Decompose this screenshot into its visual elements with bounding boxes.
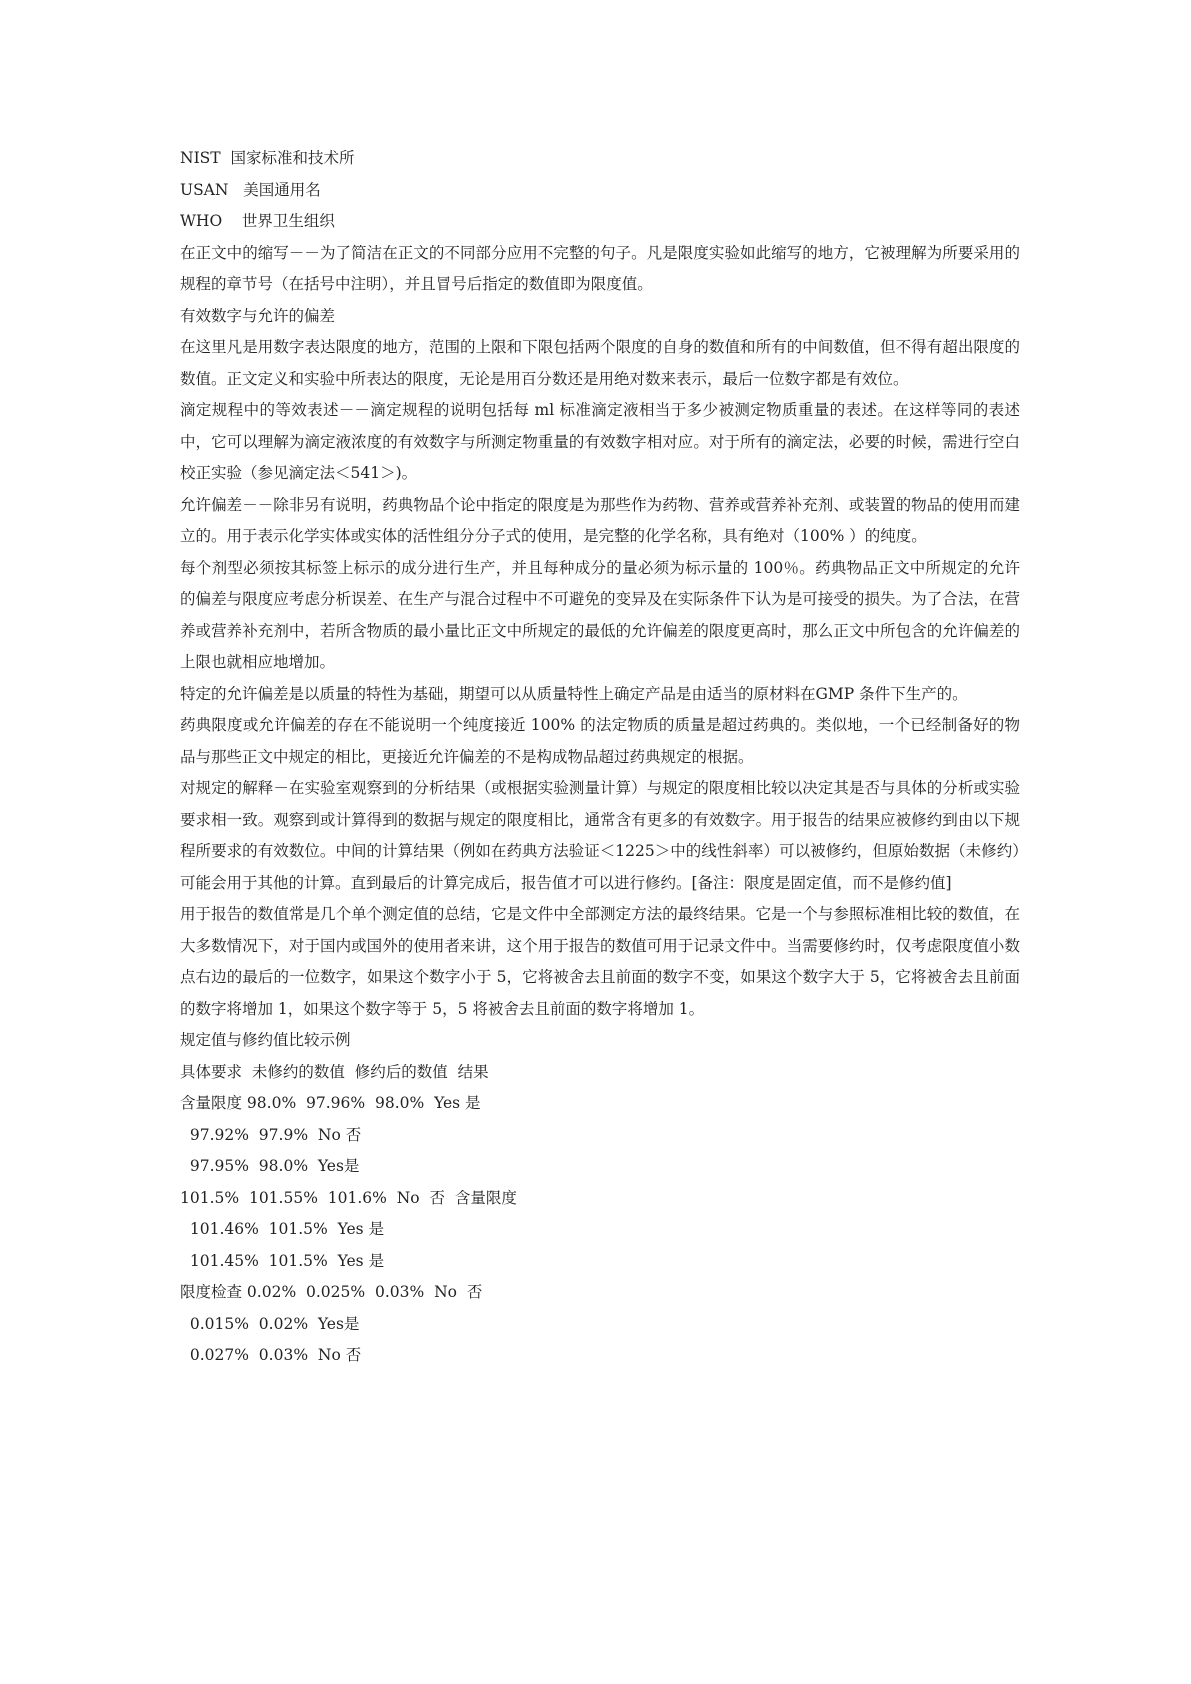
table-row: 101.45% 101.5% Yes 是 xyxy=(180,1251,385,1270)
table-row: 0.015% 0.02% Yes是 xyxy=(180,1314,360,1333)
paragraph-pharmacopeial-limits: 药典限度或允许偏差的存在不能说明一个纯度接近 100% 的法定物质的质量是超过药典的。类似地，一个已经制备好的物品与那些正文中规定的相比，更接近允许偏差的不是构成物品超过药典规定的根据。 xyxy=(180,716,1020,766)
document-page xyxy=(180,143,1020,1372)
table-header-row: 具体要求 未修约的数值 修约后的数值 结果 xyxy=(180,1062,489,1081)
abbreviation-line-usan: USAN 美国通用名 xyxy=(180,180,321,199)
paragraph-limits: 在这里凡是用数字表达限度的地方，范围的上限和下限包括两个限度的自身的数值和所有的中间数值，但不得有超出限度的数值。正文定义和实验中所表达的限度，无论是用百分数还是用绝对数来表示，最后一位数字都是有效位。 xyxy=(180,338,1020,388)
paragraph-specific-tolerances: 特定的允许偏差是以质量的特性为基础，期望可以从质量特性上确定产品是由适当的原材料在GMP 条件下生产的。 xyxy=(180,684,968,703)
table-row: 101.5% 101.55% 101.6% No 否 含量限度 xyxy=(180,1188,517,1207)
rounding-examples-table xyxy=(180,1057,1020,1372)
table-row: 101.46% 101.5% Yes 是 xyxy=(180,1220,385,1238)
paragraph-abbreviations: 在正文中的缩写－－为了简洁在正文的不同部分应用不完整的句子。凡是限度实验如此缩写的地方，它被理解为所要采用的规程的章节号（在括号中注明），并且冒号后指定的数值即为限度值。 xyxy=(180,243,1020,293)
paragraph-rounding-rules: 用于报告的数值常是几个单个测定值的总结，它是文件中全部测定方法的最终结果。它是一个与参照标准相比较的数值，在大多数情况下，对于国内或国外的使用者来讲，这个用于报告的数值可用于记录文件中。当需要修约时，仅考虑限度值小数点右边的最后的一位数字，如果这个数字小于 5，它将被舍去且前面的数字不变，如果这个数字大于 5，它将被舍去且前面的数字将增加 1，如果这个数字等于 5，5 将被舍去且前面的数字将增加 1。 xyxy=(180,905,1020,1018)
section-heading-rounding-examples: 规定值与修约值比较示例 xyxy=(180,1031,351,1049)
table-row: 含量限度 98.0% 97.96% 98.0% Yes 是 xyxy=(180,1094,481,1112)
paragraph-titration-equivalence: 滴定规程中的等效表述－－滴定规程的说明包括每 ml 标准滴定液相当于多少被测定物质重量的表述。在这样等同的表述中，它可以理解为滴定液浓度的有效数字与所测定物重量的有效数字相对应。对于所有的滴定法，必要的时候，需进行空白校正实验（参见滴定法＜541＞)。 xyxy=(180,401,1020,482)
table-row: 97.95% 98.0% Yes是 xyxy=(180,1157,360,1175)
table-row: 0.027% 0.03% No 否 xyxy=(180,1346,362,1364)
paragraph-dosage-forms: 每个剂型必须按其标签上标示的成分进行生产，并且每种成分的量必须为标示量的 100％。药典物品正文中所规定的允许的偏差与限度应考虑分析误差、在生产与混合过程中不可避免的变异及在实际条件下认为是可接受的损失。为了合法，在营养或营养补充剂中，若所含物质的最小量比正文中所规定的最低的允许偏差的限度更高时，那么正文中所包含的允许偏差的上限也就相应地增加。 xyxy=(180,558,1020,671)
abbreviation-line-nist: NIST 国家标准和技术所 xyxy=(180,149,355,167)
paragraph-tolerances: 允许偏差－－除非另有说明，药典物品个论中指定的限度是为那些作为药物、营养或营养补充剂、或装置的物品的使用而建立的。用于表示化学实体或实体的活性组分分子式的使用，是完整的化学名称，具有绝对（100% ）的纯度。 xyxy=(180,495,1020,545)
abbreviation-line-who: WHO 世界卫生组织 xyxy=(180,212,335,230)
section-heading-significant-figures: 有效数字与允许的偏差 xyxy=(180,306,336,325)
table-row: 限度检查 0.02% 0.025% 0.03% No 否 xyxy=(180,1283,483,1301)
paragraph-interpretation: 对规定的解释－在实验室观察到的分析结果（或根据实验测量计算）与规定的限度相比较以决定其是否与具体的分析或实验要求相一致。观察到或计算得到的数据与规定的限度相比，通常含有更多的有效数字。用于报告的结果应被修约到由以下规程所要求的有效数位。中间的计算结果（例如在药典方法验证＜1225＞中的线性斜率）可以被修约，但原始数据（未修约）可能会用于其他的计算。直到最后的计算完成后，报告值才可以进行修约。[备注：限度是固定值，而不是修约值] xyxy=(180,779,1020,892)
table-row: 97.92% 97.9% No 否 xyxy=(180,1125,362,1144)
